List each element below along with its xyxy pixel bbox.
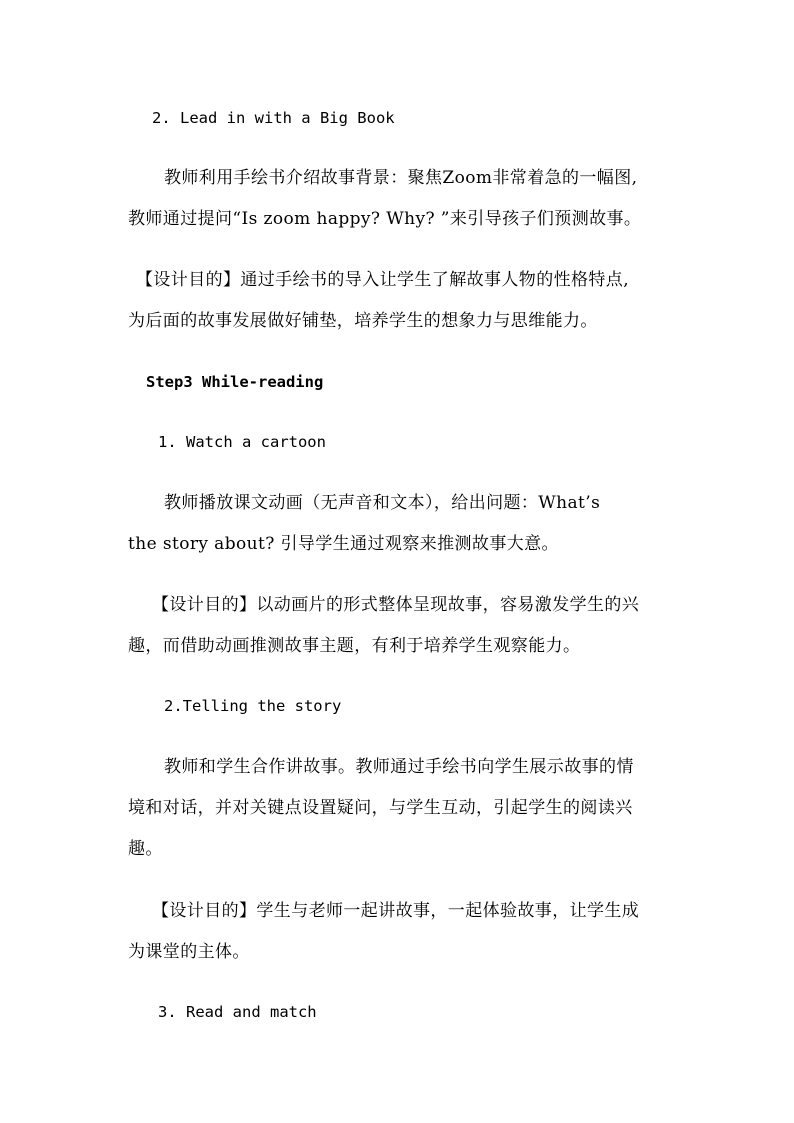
design-purpose-line: 为后面的故事发展做好铺垫，培养学生的想象力与思维能力。 (128, 311, 598, 331)
paragraph-line: 教师利用手绘书介绍故事背景：聚焦Zoom非常着急的一幅图, (164, 168, 638, 188)
heading-step3: Step3 While-reading (146, 373, 324, 391)
heading-telling-story: 2.Telling the story (164, 697, 342, 715)
heading-read-match: 3. Read and match (158, 1003, 317, 1021)
paragraph-line: the story about? 引导学生通过观察来推测故事大意。 (128, 534, 559, 554)
paragraph-line: 境和对话，并对关键点设置疑问，与学生互动，引起学生的阅读兴 (128, 798, 633, 818)
paragraph-line: 教师通过提问“Is zoom happy? Why? ”来引导孩子们预测故事。 (128, 209, 642, 229)
design-purpose-line: 【设计目的】通过手绘书的导入让学生了解故事人物的性格特点, (136, 270, 630, 290)
design-purpose-line: 为课堂的主体。 (128, 942, 250, 962)
design-purpose-line: 【设计目的】学生与老师一起讲故事，一起体验故事，让学生成 (152, 901, 640, 921)
paragraph-line: 教师播放课文动画（无声音和文本），给出问题：What’s (164, 493, 601, 513)
heading-lead-in: 2. Lead in with a Big Book (152, 109, 395, 127)
heading-watch-cartoon: 1. Watch a cartoon (158, 433, 326, 451)
design-purpose-line: 【设计目的】以动画片的形式整体呈现故事，容易激发学生的兴 (152, 595, 640, 615)
paragraph-line: 教师和学生合作讲故事。教师通过手绘书向学生展示故事的情 (164, 757, 634, 777)
design-purpose-line: 趣，而借助动画推测故事主题，有利于培养学生观察能力。 (128, 636, 581, 656)
paragraph-line: 趣。 (128, 839, 163, 859)
